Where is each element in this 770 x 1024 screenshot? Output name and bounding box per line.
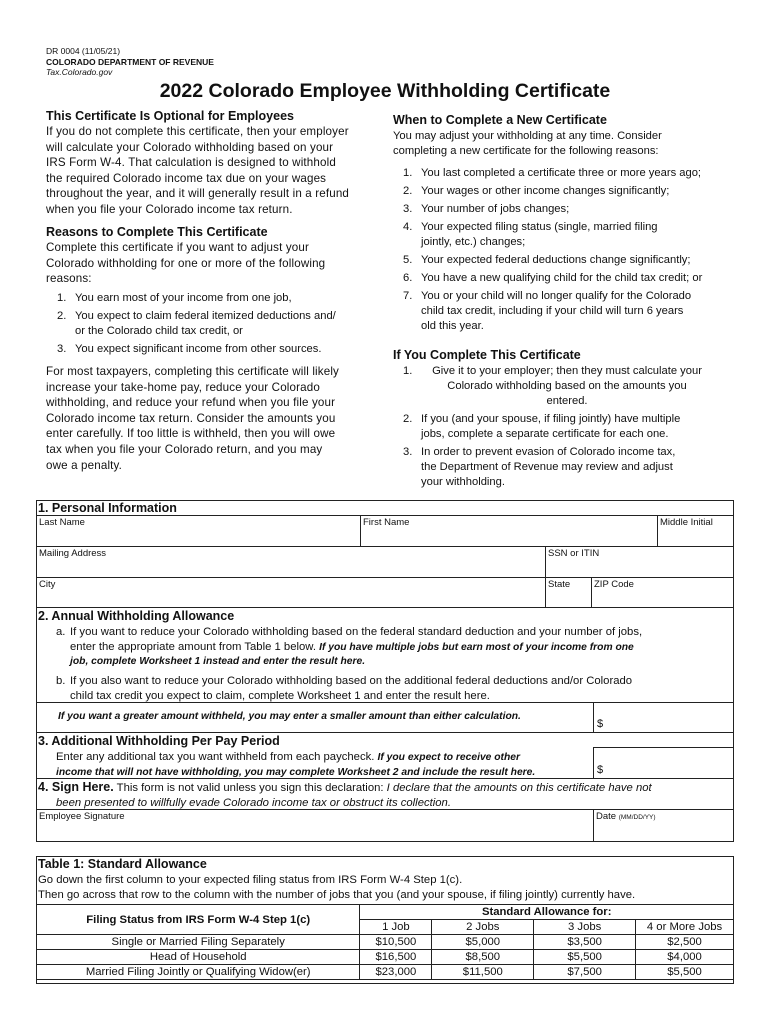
list-number: 2. xyxy=(403,413,413,425)
dollar-sign: $ xyxy=(597,764,604,776)
list-number: 7. xyxy=(403,290,413,302)
most-taxpayers-paragraph xyxy=(46,364,386,473)
section4-italic: been presented to willfully evade Colorado income tax or obstruct its collection. xyxy=(56,796,451,809)
list-number: 1. xyxy=(57,292,67,304)
list-number: 6. xyxy=(403,272,413,284)
most-line: For most taxpayers, completing this certificate will likely xyxy=(46,365,339,378)
list-text: Give it to your employer; then they must calculate your xyxy=(432,365,702,377)
list-text: your withholding. xyxy=(421,476,505,488)
state-field[interactable] xyxy=(545,577,592,608)
list-number: 2. xyxy=(403,185,413,197)
standard-allowance-table xyxy=(36,904,734,980)
list-text: old this year. xyxy=(421,320,484,332)
reasons-line: Complete this certificate if you want to adjust your xyxy=(46,241,309,254)
table1-title: Table 1: Standard Allowance xyxy=(38,857,207,871)
ssn-field[interactable] xyxy=(545,546,734,578)
col-group-header: Standard Allowance for: xyxy=(360,905,734,920)
table-row xyxy=(37,950,734,965)
most-line: owe a penalty. xyxy=(46,458,123,472)
optional-line: If you do not complete this certificate, then your employer xyxy=(46,125,349,138)
section3-bold-line: income that will not have withholding, you may complete Worksheet 2 and include the result here. xyxy=(56,766,536,778)
last-name-field[interactable] xyxy=(36,515,361,547)
form-id: DR 0004 (11/05/21) xyxy=(46,46,121,56)
most-line: Colorado income tax return. Consider the amounts you xyxy=(46,411,336,425)
divider xyxy=(36,778,734,779)
form-header xyxy=(46,46,214,78)
first-name-label: First Name xyxy=(363,517,410,528)
reasons-line: reasons: xyxy=(46,272,92,286)
state-label: State xyxy=(548,579,571,590)
row-value: $7,500 xyxy=(534,965,636,980)
section2-b-line: If you also want to reduce your Colorado withholding based on the additional federal deductions and/or Colorado xyxy=(70,675,633,687)
section2-a-label: a. xyxy=(56,626,66,638)
section3-bold: If you expect to receive other xyxy=(377,752,521,763)
section3-text xyxy=(56,750,596,780)
col-header: 1 Job xyxy=(360,920,432,935)
section3-line1 xyxy=(56,750,596,766)
list-text: Your number of jobs changes; xyxy=(421,203,570,215)
row-value: $4,000 xyxy=(636,950,734,965)
list-item xyxy=(403,412,743,442)
section2-a-line: If you want to reduce your Colorado withholding based on the federal standard deduction and your number of jobs, xyxy=(70,626,643,638)
section4-line2 xyxy=(38,796,732,811)
row-status: Head of Household xyxy=(37,950,360,965)
section2-a-line2 xyxy=(70,640,726,656)
when-list xyxy=(403,166,743,337)
row-value: $11,500 xyxy=(432,965,534,980)
when-line: completing a new certificate for the following reasons: xyxy=(393,145,659,158)
first-name-field[interactable] xyxy=(360,515,658,547)
agency-name: COLORADO DEPARTMENT OF REVENUE xyxy=(46,56,214,67)
table-row xyxy=(37,935,734,950)
section2-a-bold: If you have multiple jobs but earn most of your income from one xyxy=(319,641,634,653)
list-text: the Department of Revenue may review and adjust xyxy=(421,461,673,473)
list-text: child tax credit, including if your child will turn 6 years xyxy=(421,305,684,317)
list-text: jobs, complete a separate certificate for each one. xyxy=(421,428,669,440)
when-heading: When to Complete a New Certificate xyxy=(393,113,607,127)
date-field[interactable] xyxy=(593,809,734,842)
col-header: 2 Jobs xyxy=(432,920,534,935)
divider xyxy=(36,732,734,733)
list-text: You expect to claim federal itemized deductions and/ xyxy=(75,310,336,322)
zip-field[interactable] xyxy=(591,577,734,608)
optional-line: throughout the year, and it will generally result in a refund xyxy=(46,187,350,201)
row-value: $5,500 xyxy=(534,950,636,965)
col-header: 4 or More Jobs xyxy=(636,920,734,935)
col-header-filing-status: Filing Status from IRS Form W-4 Step 1(c) xyxy=(37,905,360,935)
list-item xyxy=(403,271,743,286)
col-header: 3 Jobs xyxy=(534,920,636,935)
section2-b-label: b. xyxy=(56,675,66,687)
list-text: or the Colorado child tax credit, or xyxy=(75,325,243,337)
city-field[interactable] xyxy=(36,577,546,608)
section4-text xyxy=(38,780,732,810)
date-format: (MM/DD/YY) xyxy=(618,814,656,821)
section2-title: 2. Annual Withholding Allowance xyxy=(38,609,235,623)
section2-a xyxy=(56,625,726,670)
optional-paragraph xyxy=(46,124,386,218)
section1-title: 1. Personal Information xyxy=(38,501,177,515)
list-item xyxy=(403,184,743,199)
if-heading: If You Complete This Certificate xyxy=(393,348,581,362)
list-number: 2. xyxy=(57,310,67,322)
list-item xyxy=(403,445,743,490)
table-row xyxy=(37,965,734,980)
list-text: You or your child will no longer qualify for the Colorado xyxy=(421,290,692,302)
most-line: withholding, and reduce your refund when you file your xyxy=(46,396,336,410)
section2-a-plain: enter the appropriate amount from Table 1 below. xyxy=(70,640,320,653)
list-text: Your wages or other income changes significantly; xyxy=(421,185,670,197)
section4-title: 4. Sign Here. xyxy=(38,780,114,794)
table1-line: Then go across that row to the column with the number of jobs that you (and your spouse, if filing jointly) currently have. xyxy=(38,888,636,901)
section2-a-bold-line: job, complete Worksheet 1 instead and enter the result here. xyxy=(70,656,366,667)
row-value: $8,500 xyxy=(432,950,534,965)
list-item xyxy=(403,166,743,181)
list-text: You last completed a certificate three or more years ago; xyxy=(421,167,702,179)
section3-plain: Enter any additional tax you want withheld from each paycheck. xyxy=(56,751,378,763)
optional-line: IRS Form W-4. That calculation is designed to withhold xyxy=(46,156,336,170)
last-name-label: Last Name xyxy=(39,517,85,528)
row-value: $5,000 xyxy=(432,935,534,950)
list-text: In order to prevent evasion of Colorado income tax, xyxy=(421,446,676,458)
employee-signature-field[interactable] xyxy=(36,809,594,842)
ssn-label: SSN or ITIN xyxy=(548,548,600,559)
list-item xyxy=(57,291,387,306)
most-line: tax when you file your Colorado return, and you may xyxy=(46,442,323,456)
row-value: $10,500 xyxy=(360,935,432,950)
list-text: If you (and your spouse, if filing jointly) have multiple xyxy=(421,413,681,425)
row-value: $5,500 xyxy=(636,965,734,980)
if-list xyxy=(403,364,743,493)
zip-label: ZIP Code xyxy=(594,579,634,590)
list-text: You expect significant income from other sources. xyxy=(75,343,322,355)
section4-italic: I declare that the amounts on this certificate have not xyxy=(386,782,652,794)
greater-amount-note: If you want a greater amount withheld, you may enter a smaller amount than either calculation. xyxy=(58,711,521,722)
row-status: Married Filing Jointly or Qualifying Widow(er) xyxy=(37,965,360,980)
section2-b xyxy=(56,674,726,703)
row-value: $23,000 xyxy=(360,965,432,980)
list-number: 3. xyxy=(57,343,67,355)
list-item xyxy=(403,289,743,334)
table1-line: Go down the first column to your expected filing status from IRS Form W-4 Step 1(c). xyxy=(38,874,463,886)
list-item xyxy=(403,253,743,268)
optional-line: will calculate your Colorado withholding based on your xyxy=(46,140,334,154)
optional-line: when you file your Colorado income tax return. xyxy=(46,202,293,216)
mailing-address-label: Mailing Address xyxy=(39,548,107,559)
list-text: Your expected federal deductions change significantly; xyxy=(421,254,691,266)
middle-initial-label: Middle Initial xyxy=(660,517,713,528)
additional-withholding-field[interactable] xyxy=(593,747,734,779)
section2-b-line: child tax credit you expect to claim, complete Worksheet 1 and enter the result here. xyxy=(70,689,490,702)
withholding-allowance-field[interactable] xyxy=(593,702,734,733)
section3-title: 3. Additional Withholding Per Pay Period xyxy=(38,734,280,748)
row-value: $16,500 xyxy=(360,950,432,965)
reasons-list xyxy=(57,291,387,360)
agency-website: Tax.Colorado.gov xyxy=(46,67,113,77)
section2-b-text xyxy=(56,674,726,703)
list-number: 1. xyxy=(403,167,413,179)
list-number: 4. xyxy=(403,221,413,233)
divider xyxy=(36,702,594,703)
signature-label: Employee Signature xyxy=(39,811,125,822)
reasons-heading: Reasons to Complete This Certificate xyxy=(46,225,268,239)
most-line: increase your take-home pay, reduce your Colorado xyxy=(46,380,320,394)
section4-plain: This form is not valid unless you sign this declaration: xyxy=(113,782,387,794)
list-number: 3. xyxy=(403,203,413,215)
list-item xyxy=(57,342,387,357)
mailing-address-field[interactable] xyxy=(36,546,546,578)
when-paragraph xyxy=(393,129,738,159)
reasons-line: Colorado withholding for one or more of the following xyxy=(46,256,326,270)
list-item xyxy=(403,220,743,250)
list-number: 5. xyxy=(403,254,413,266)
list-text: You have a new qualifying child for the child tax credit; or xyxy=(421,272,703,284)
list-text: jointly, etc.) changes; xyxy=(421,236,526,248)
row-status: Single or Married Filing Separately xyxy=(37,935,360,950)
list-text: Your expected filing status (single, married filing xyxy=(421,221,658,233)
optional-line: the required Colorado income tax due on your wages xyxy=(46,171,327,185)
row-value: $2,500 xyxy=(636,935,734,950)
when-line: You may adjust your withholding at any time. Consider xyxy=(393,130,662,142)
list-item xyxy=(57,309,387,339)
list-text: You earn most of your income from one job, xyxy=(75,292,292,304)
list-item xyxy=(403,364,743,409)
optional-heading: This Certificate Is Optional for Employees xyxy=(46,109,294,123)
dollar-sign: $ xyxy=(597,718,604,730)
list-number: 1. xyxy=(403,365,413,377)
row-value: $3,500 xyxy=(534,935,636,950)
list-text: entered. xyxy=(546,395,588,407)
date-label: Date xyxy=(596,811,617,822)
section2-a-text xyxy=(56,625,726,670)
table1-instructions xyxy=(38,873,732,902)
section4-line1 xyxy=(38,780,732,796)
middle-initial-field[interactable] xyxy=(657,515,734,547)
city-label: City xyxy=(39,579,56,590)
reasons-paragraph xyxy=(46,240,386,287)
page-title: 2022 Colorado Employee Withholding Certificate xyxy=(159,80,611,102)
most-line: enter carefully. If too little is withheld, then you will owe xyxy=(46,427,336,441)
list-text: Colorado withholding based on the amounts you xyxy=(447,380,687,392)
list-number: 3. xyxy=(403,446,413,458)
list-item xyxy=(403,202,743,217)
